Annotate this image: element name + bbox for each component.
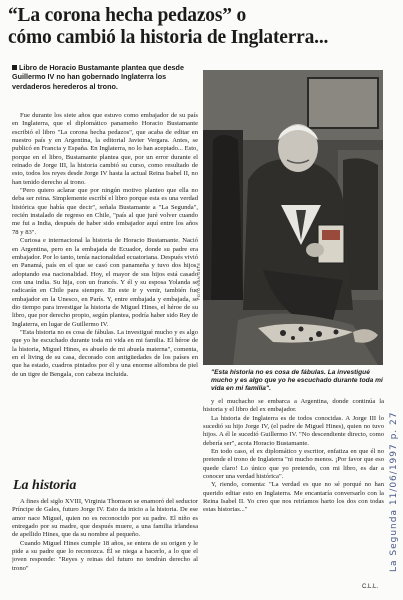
body-column-left-bottom <box>12 498 198 596</box>
body-paragraph: "Esta historia no es cosa de fábulas. La investigué mucho y es algo que yo he escuchado durante toda mi vida en mi familia. El héroe de la historia, Miguel Hines, es abuelo de mi abuela materna", comenta, en el living de su casa, decorado con antigüedades de los países en que ha estado, cuadros pintados por él y una enorme alfombra de piel de un tigre de Bengala, con cabeza incluida. <box>12 328 198 378</box>
portrait-photo-illustration <box>203 70 383 365</box>
body-paragraph: A fines del siglo XVIII, Virginia Thomson se enamoró del seductor Príncipe de Gales, futuro Jorge IV. Esto da inicio a la historia. De ese amor nace Miguel, quien no es reconocido por su padre. El niño es entregado por su madre, que después muere, a una familia irlandesa de apellido Hines, que da su nombre al pequeño. <box>12 498 198 539</box>
author-signature: C.L.L. <box>362 584 379 590</box>
body-paragraph: Y, riendo, comenta: "La verdad es que no sé porqué no han querido editar esto en Inglaterra. Me encantaría conversarlo con la Reina Isabel II. Yo creo que nos reiríamos harto los dos con todas estas historias..." <box>203 481 384 514</box>
portrait-photo <box>203 70 383 365</box>
section-subhead: La historia <box>13 478 77 493</box>
headline <box>8 5 378 49</box>
headline-line-1: “La corona hecha pedazos” o <box>8 5 246 26</box>
body-column-right <box>203 398 384 588</box>
body-column-left <box>12 112 198 408</box>
lead-paragraph: Libro de Horacio Bustamante plantea que desde Guillermo IV no han gobernado Inglaterra los verdaderos herederos al trono. <box>12 63 184 91</box>
body-paragraph: "Pero quiero aclarar que por ningún motivo planteo que ella no deba ser reina. Simplemente escribí el libro porque esta es una verdad histórica que había que decir", señala Bustamante a "La Segunda", recién instalado de regreso en Chile, "país al que juré volver cuando me fui a India, después de haber sido embajador aquí entre los años 78 y 83". <box>12 187 198 236</box>
body-paragraph: Fue durante los siete años que estuvo como embajador de su país en Inglaterra, que el diplomático panameño Horacio Bustamante escribió el libro "La corona hecha pedazos", que acaba de editar en nuestro país y en Argentina, la editorial Javier Vergara. Antes, se publicó en Francia y España. En Inglaterra, no lo han aceptado... Esto, porque en el libro, Bustamante plantea que, por un error durante el reinado de Jorge III, la historia cambió su curso, como resultado de esto, todos los reyes desde Jorge IV hasta la actual Reina Isabel II, no han tenido derecho al trono. <box>12 112 198 186</box>
body-paragraph: En todo caso, el ex diplomático y escritor, enfatiza en que él no pretende el trono de Inglaterra "ni mucho menos. ¡Por favor que eso quede claro! Lo único que yo pretendo, con mi libro, es dar a conocer una verdad histórica". <box>203 448 384 481</box>
handwritten-annotation: La Segunda 11/06/1997 p. 27 <box>389 411 399 572</box>
photo-caption: "Esta historia no es cosa de fábulas. La investigué mucho y es algo que yo he escuchado durante toda mi vida en mi familia". <box>211 369 383 393</box>
bullet-square-icon <box>12 65 17 70</box>
body-paragraph: y el muchacho se embarca a Argentina, donde continúa la historia y el libro del ex embajador. <box>203 398 384 414</box>
body-paragraph: Curiosa e internacional la historia de Horacio Bustamante. Nació en Argentina, pero en la embajada de Ecuador, donde su padre era embajador. Por lo tanto, tenía nacionalidad ecuatoriana. Después vivió en Panamá, país en el que se casó con panameña y tuvo dos hijos, adoptando esa nacionalidad. Hoy, el mayor de sus hijos está casado con una india. Su hija, con un francés. Y él y su esposa Yolanda se radicarán en Chile para siempre. En este ir y venir, también fue embajador en la Unesco, en París. Y, entre embajada y embajada, se dio tiempo para investigar la historia de Miguel Hines, el héroe de su libro, que por derecho propio, según plantea, podría haber sido Rey de Inglaterra, en lugar de Guillermo IV. <box>12 237 198 328</box>
body-paragraph: La historia de Inglaterra es de todos conocidas. A Jorge III lo sucedió su hijo Jorge IV, (el padre de Miguel Hines), quien no tuvo hijos. A él le sucedió Guillermo IV. "No descendiente directo, como debería ser", acota Horacio Bustamante. <box>203 414 384 447</box>
headline-line-2: cómo cambió la historia de Inglaterra... <box>8 27 329 48</box>
photo-credit: FOTO IVAN GETE <box>196 262 201 300</box>
body-paragraph: Cuando Miguel Hines cumple 18 años, se entera de su origen y le pide a su padre que lo reconozca. Él se niega a hacerlo, a lo que el joven responde: "Reyes y reinas del futuro no tendrán derecho al trono" <box>12 539 198 572</box>
